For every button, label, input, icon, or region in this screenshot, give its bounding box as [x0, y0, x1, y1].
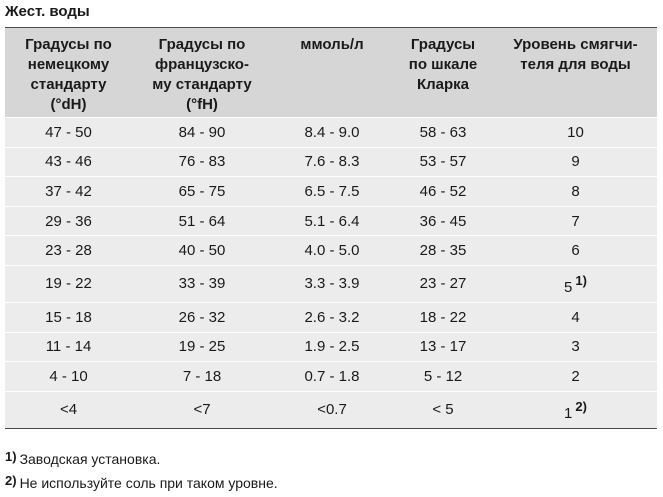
table-header: [5, 28, 657, 117]
cell-clark: 5 - 12: [423, 367, 463, 385]
header-fh: Градусы по французско- му стандарту (°fH): [152, 36, 252, 113]
softener-level-value: 3: [571, 338, 580, 356]
footnote-2: [5, 475, 278, 491]
cell-clark: 53 - 57: [419, 153, 467, 171]
cell-fh: 84 - 90: [178, 123, 226, 141]
cell-dh: 37 - 42: [45, 182, 92, 200]
cell-softener-level: [494, 368, 657, 385]
cell-clark: 46 - 52: [419, 182, 467, 200]
table-row: [5, 117, 657, 147]
cell-fh: <7: [193, 401, 211, 419]
cell-softener-level: [494, 124, 657, 141]
footnote-reference: 2): [575, 399, 587, 415]
cell-fh: 26 - 32: [178, 308, 226, 326]
table-row: [5, 176, 657, 206]
cell-fh: 7 - 18: [182, 367, 222, 385]
cell-softener-level: [494, 153, 657, 170]
cell-softener-level: [494, 338, 657, 355]
cell-fh: 40 - 50: [178, 242, 226, 260]
softener-level-value: 2: [571, 367, 580, 385]
cell-clark: 13 - 17: [419, 338, 467, 356]
cell-fh: 19 - 25: [178, 338, 226, 356]
cell-mmol: <0.7: [317, 401, 347, 419]
header-mmol: ммоль/л: [300, 36, 364, 53]
cell-fh: 65 - 75: [178, 182, 226, 200]
cell-mmol: 1.9 - 2.5: [304, 338, 360, 356]
table-row: [5, 265, 657, 302]
cell-dh: 19 - 22: [45, 275, 92, 293]
cell-dh: 11 - 14: [45, 338, 92, 356]
table-row: [5, 332, 657, 362]
cell-dh: 43 - 46: [45, 153, 92, 171]
footnote-reference: 1): [575, 273, 587, 289]
water-hardness-table: [5, 27, 657, 429]
cell-mmol: 6.5 - 7.5: [304, 182, 360, 200]
softener-level-value: 6: [571, 242, 580, 260]
table-row: [5, 302, 657, 332]
cell-mmol: 2.6 - 3.2: [304, 308, 360, 326]
cell-clark: 36 - 45: [419, 212, 467, 230]
cell-dh: 29 - 36: [45, 212, 92, 230]
cell-dh: 47 - 50: [45, 123, 92, 141]
cell-clark: < 5: [432, 401, 454, 419]
cell-softener-level: [494, 242, 657, 259]
cell-mmol: 8.4 - 9.0: [304, 123, 360, 141]
softener-level-value: 8: [571, 182, 580, 200]
softener-level-value: 5: [564, 279, 573, 297]
page-title: Жест. воды: [5, 3, 90, 20]
table-row: [5, 391, 657, 428]
softener-level-value: 9: [571, 153, 580, 171]
softener-level-value: 1: [564, 405, 573, 423]
cell-dh: 4 - 10: [49, 367, 88, 385]
cell-mmol: 4.0 - 5.0: [304, 242, 360, 260]
cell-softener-level: [494, 309, 657, 326]
cell-mmol: 7.6 - 8.3: [304, 153, 360, 171]
header-clark: Градусы по шкале Кларка: [408, 36, 478, 93]
cell-softener-level: [494, 273, 657, 297]
cell-clark: 23 - 27: [419, 275, 467, 293]
softener-level-value: 4: [571, 308, 580, 326]
cell-mmol: 0.7 - 1.8: [304, 367, 360, 385]
cell-softener-level: [494, 399, 657, 423]
cell-fh: 51 - 64: [178, 212, 226, 230]
footnote-marker: 1): [5, 449, 17, 464]
header-softener-level: Уровень смягчи- теля для воды: [513, 36, 638, 73]
footnote-text: Не используйте соль при таком уровне.: [19, 475, 278, 491]
cell-softener-level: [494, 183, 657, 200]
cell-clark: 58 - 63: [419, 123, 467, 141]
table-row: [5, 235, 657, 265]
footnote-marker: 2): [5, 473, 17, 488]
cell-fh: 76 - 83: [178, 153, 226, 171]
cell-mmol: 3.3 - 3.9: [304, 275, 360, 293]
footnote-text: Заводская установка.: [19, 451, 161, 467]
cell-dh: 15 - 18: [45, 308, 92, 326]
cell-clark: 28 - 35: [419, 242, 467, 260]
softener-level-value: 10: [567, 123, 584, 141]
cell-dh: <4: [59, 401, 78, 419]
table-row: [5, 147, 657, 177]
table-row: [5, 361, 657, 391]
cell-clark: 18 - 22: [419, 308, 467, 326]
header-dh: Градусы по немецкому стандарту (°dH): [25, 36, 112, 113]
cell-mmol: 5.1 - 6.4: [304, 212, 360, 230]
cell-dh: 23 - 28: [45, 242, 92, 260]
cell-fh: 33 - 39: [178, 275, 226, 293]
cell-softener-level: [494, 213, 657, 230]
footnote-1: [5, 451, 160, 467]
softener-level-value: 7: [571, 212, 580, 230]
table-row: [5, 206, 657, 236]
